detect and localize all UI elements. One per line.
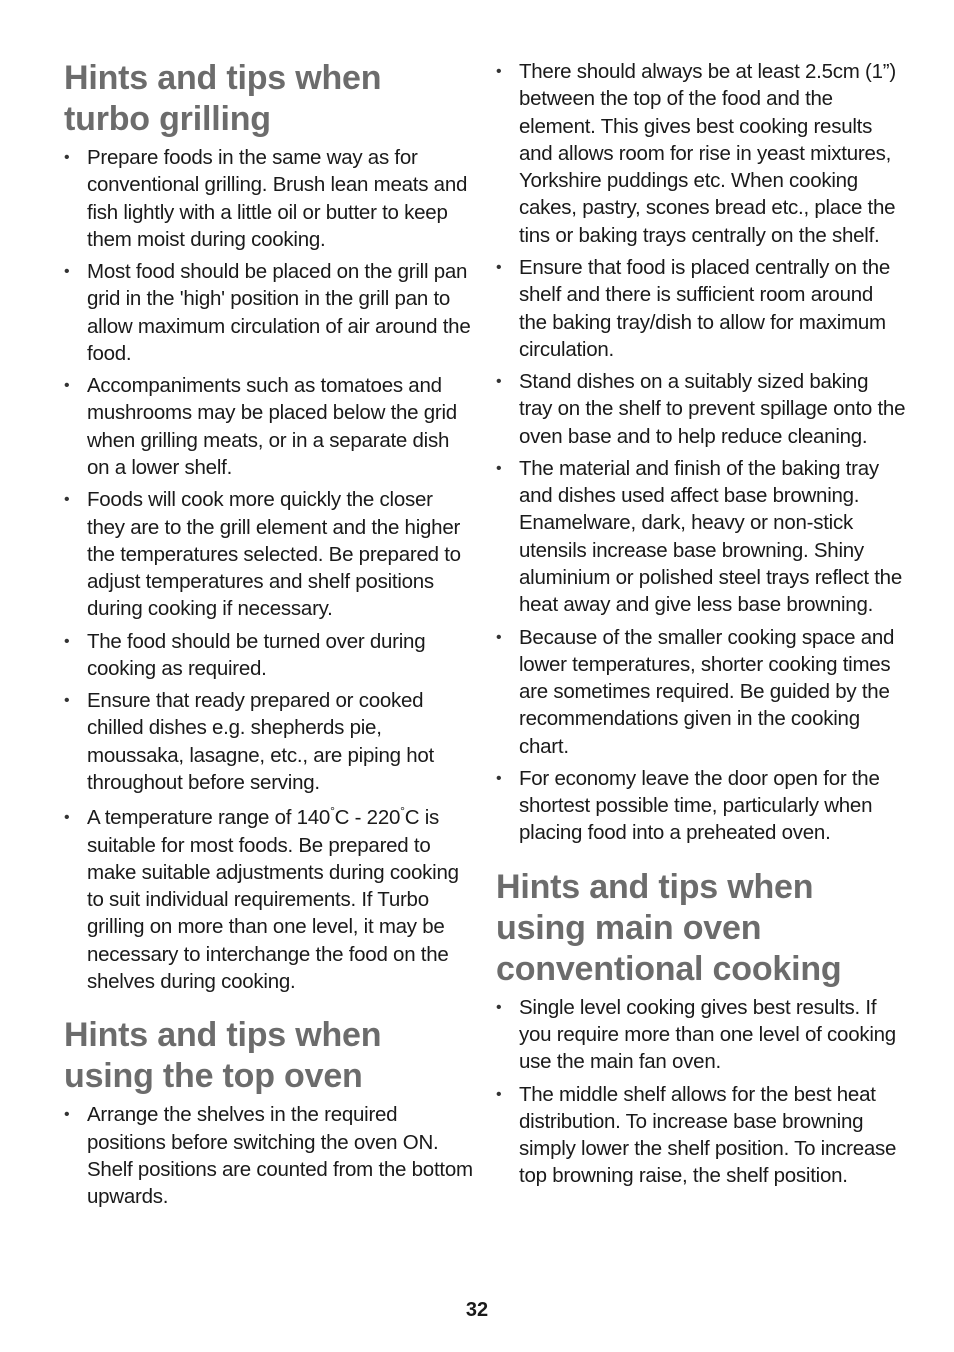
list-item: • Because of the smaller cooking space and lower temperatures, shorter cooking times are sometimes required. Be guided by the recommendations given in the cooking chart. (496, 624, 906, 760)
heading-top-oven: Hints and tips when using the top oven (64, 1016, 382, 1096)
degree-symbol: ° (330, 804, 335, 819)
degree-symbol: ° (400, 804, 405, 819)
page-number: 32 (465, 1299, 489, 1321)
main-oven-conventional-list (496, 994, 906, 1190)
list-item: • Arrange the shelves in the required positions before switching the oven ON. Shelf positions are counted from the bottom upwards. (64, 1101, 474, 1210)
list-item-temperature (64, 804, 474, 995)
top-oven-list-part1 (64, 1101, 474, 1210)
temperature-text-middle: C - 220 (334, 806, 401, 830)
temperature-text-end: C is suitable for most foods. Be prepared to make suitable adjustments during cooking to suit individual requirements. If Turbo grilling on more than one level, it may be necessary to interchange the food on the shelves during cooking. (87, 806, 459, 994)
list-item: • The middle shelf allows for the best heat distribution. To increase base browning simply lower the shelf position. To increase top browning raise, the shelf position. (496, 1081, 906, 1190)
left-column (64, 58, 474, 1215)
list-item: • There should always be at least 2.5cm (1”) between the top of the food and the element. This gives best cooking results and allows room for rise in yeast mixtures, Yorkshire puddings etc. When cooking cakes, pastry, scones bread etc., place the tins or baking trays centrally on the shelf. (496, 58, 906, 249)
list-item: • The food should be turned over during cooking as required. (64, 628, 474, 683)
list-item: • Accompaniments such as tomatoes and mushrooms may be placed below the grid when grilling meats, or in a separate dish on a lower shelf. (64, 372, 474, 481)
heading-turbo-grilling: Hints and tips when turbo grilling (64, 59, 382, 138)
list-item: • Prepare foods in the same way as for conventional grilling. Brush lean meats and fish lightly with a little oil or butter to keep them moist during cooking. (64, 144, 474, 253)
list-item: • Stand dishes on a suitably sized baking tray on the shelf to prevent spillage onto the oven base and to help reduce cleaning. (496, 368, 906, 450)
list-item: • Single level cooking gives best results. If you require more than one level of cooking use the main fan oven. (496, 994, 906, 1076)
heading-main-oven-conventional: Hints and tips when using main oven conventional cooking (496, 867, 842, 988)
top-oven-list-part2 (496, 58, 906, 847)
list-item: • Most food should be placed on the grill pan grid in the 'high' position in the grill pan to allow maximum circulation of air around the food. (64, 258, 474, 367)
temperature-text-start: A temperature range of 140 (87, 806, 331, 830)
list-item: • The material and finish of the baking tray and dishes used affect base browning. Enamelware, dark, heavy or non-stick utensils increase base browning. Shiny aluminium or polished steel trays reflect the heat away and give less base browning. (496, 455, 906, 619)
list-item: • Foods will cook more quickly the closer they are to the grill element and the higher the temperatures selected. Be prepared to adjust temperatures and shelf positions during cooking if necessary. (64, 486, 474, 622)
right-column (496, 58, 906, 1195)
list-item: • For economy leave the door open for the shortest possible time, particularly when placing food into a preheated oven. (496, 765, 906, 847)
turbo-grilling-list (64, 144, 474, 995)
list-item: • Ensure that ready prepared or cooked chilled dishes e.g. shepherds pie, moussaka, lasagne, etc., are piping hot throughout before serving. (64, 687, 474, 796)
list-item: • Ensure that food is placed centrally on the shelf and there is sufficient room around the baking tray/dish to allow for maximum circulation. (496, 254, 906, 363)
